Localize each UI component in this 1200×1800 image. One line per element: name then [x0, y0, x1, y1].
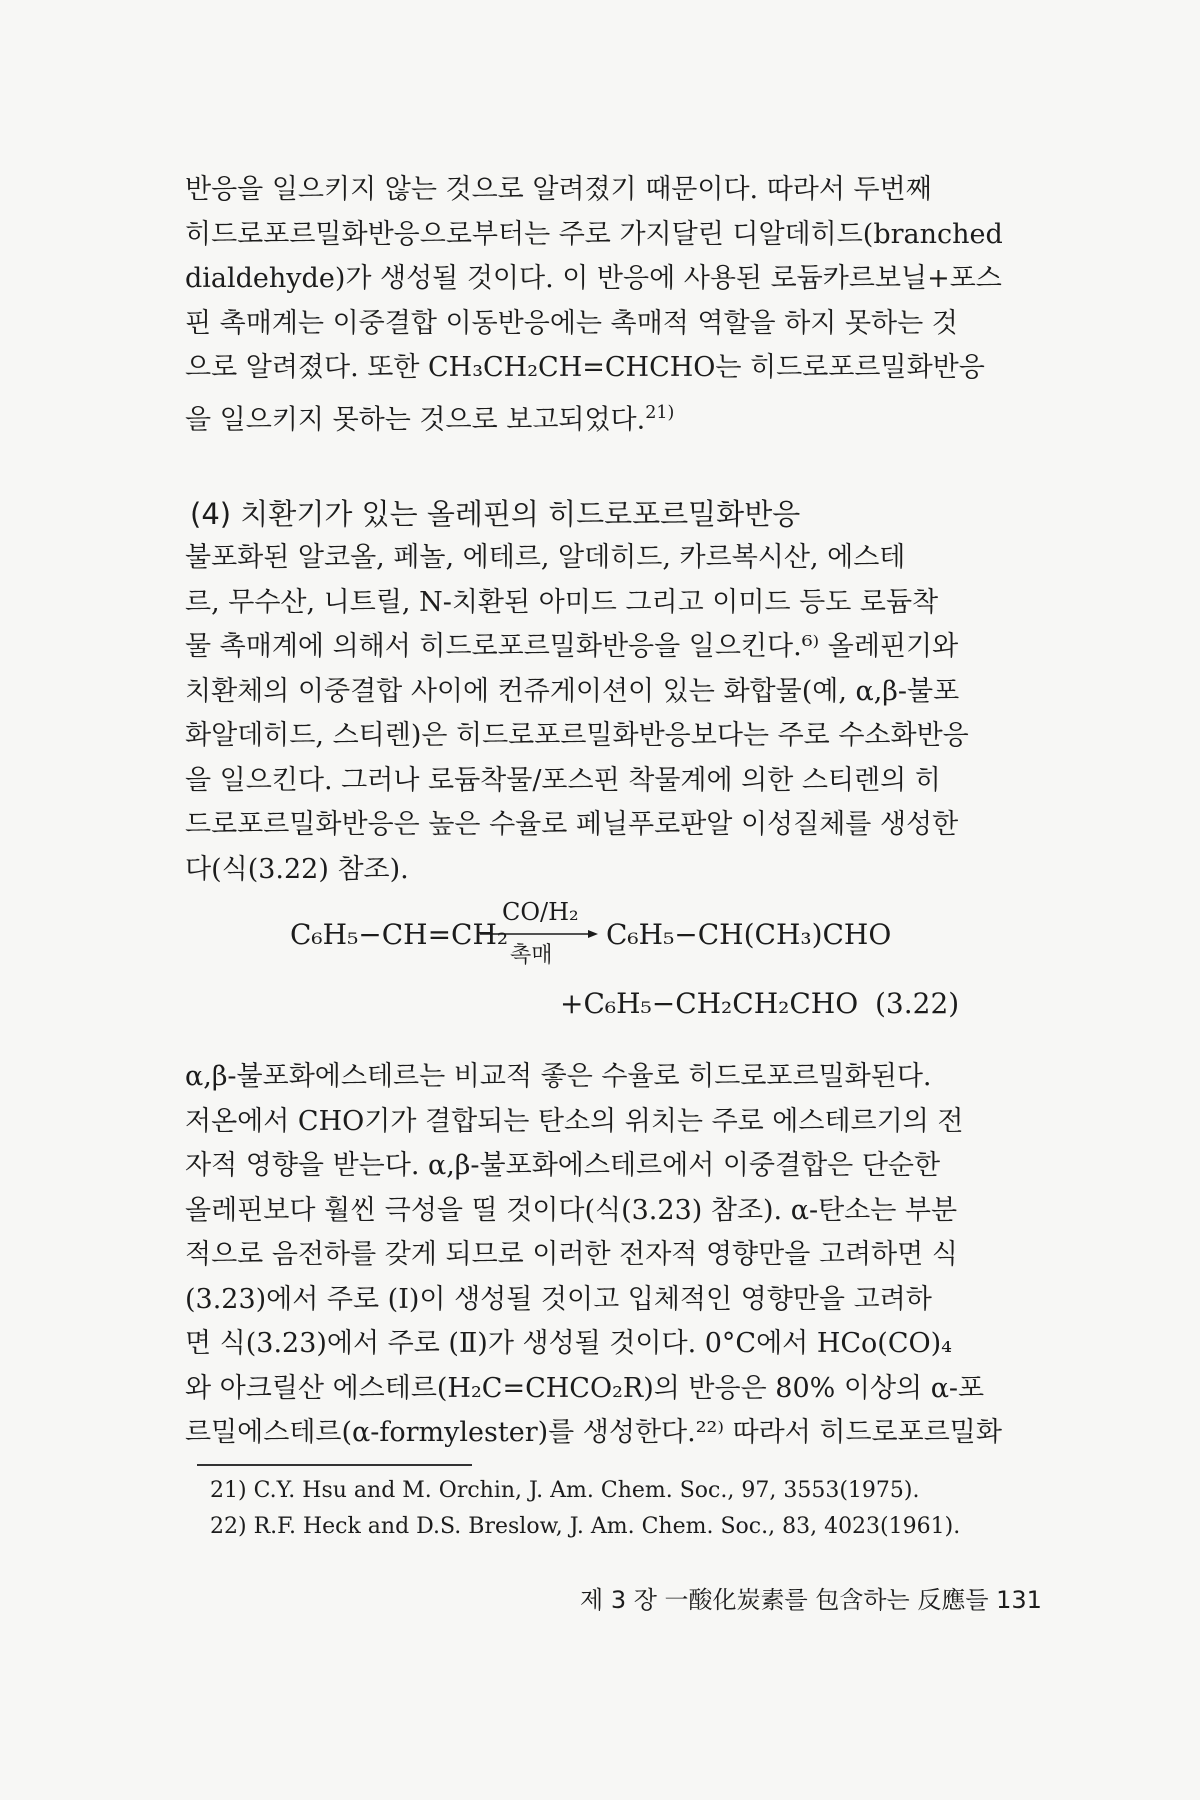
text-line: 화알데히드, 스티렌)은 히드로포르밀화반응보다는 주로 수소화반응	[185, 720, 969, 751]
text-line: 올레핀보다 훨씬 극성을 띨 것이다(식(3.23) 참조). α-탄소는 부분	[185, 1194, 958, 1226]
footnote-22: 22) R.F. Heck and D.S. Breslow, J. Am. Chem. Soc., 83, 4023(1961).	[210, 1514, 961, 1539]
text-line: 반응을 일으키지 않는 것으로 알려졌기 때문이다. 따라서 두번째	[185, 174, 932, 205]
equation-product-1: C₆H₅−CH(CH₃)CHO	[606, 918, 892, 951]
text-line: 히드로포르밀화반응으로부터는 주로 가지달린 디알데히드(branched	[185, 218, 1003, 250]
arrow-bottom-label: 촉매	[510, 943, 553, 968]
arrow-top-label: CO/H₂	[502, 898, 579, 926]
text-line: 다(식(3.22) 참조).	[185, 853, 409, 885]
bottom-paragraph	[185, 1055, 1005, 1456]
text-line: 저온에서 CHO기가 결합되는 탄소의 위치는 주로 에스테르기의 전	[185, 1105, 964, 1137]
equation-reactant: C₆H₅−CH=CH₂	[290, 918, 509, 951]
equation-product-2: +C₆H₅−CH₂CH₂CHO	[560, 987, 859, 1020]
equation-number: (3.22)	[875, 987, 960, 1020]
text-line: (3.23)에서 주로 (Ⅰ)이 생성될 것이고 입체적인 영향만을 고려하	[185, 1283, 932, 1315]
text-line: 물 촉매계에 의해서 히드로포르밀화반응을 일으킨다.⁶⁾ 올레핀기와	[185, 631, 959, 662]
text-line: 면 식(3.23)에서 주로 (Ⅱ)가 생성될 것이다. 0°C에서 HCo(CO)₄	[185, 1328, 952, 1359]
text-line: 을 일으키지 못하는 것으로 보고되었다.	[185, 404, 646, 436]
text-line: 을 일으킨다. 그러나 로듐착물/포스핀 착물계에 의한 스티렌의 히	[185, 764, 941, 796]
footnote-divider	[197, 1464, 472, 1466]
text-line: 드로포르밀화반응은 높은 수율로 페닐푸로판알 이성질체를 생성한	[185, 809, 959, 840]
text-line: α,β-불포화에스테르는 비교적 좋은 수율로 히드로포르밀화된다.	[185, 1061, 932, 1092]
text-line-with-ref	[185, 391, 1005, 443]
reference-marker: 21)	[645, 402, 675, 423]
text-line: 르, 무수산, 니트릴, N-치환된 아미드 그리고 이미드 등도 로듐착	[185, 586, 939, 618]
text-line: 적으로 음전하를 갖게 되므로 이러한 전자적 영향만을 고려하면 식	[185, 1239, 958, 1270]
footnote-21: 21) C.Y. Hsu and M. Orchin, J. Am. Chem. Soc., 97, 3553(1975).	[210, 1478, 920, 1503]
running-footer: 제 3 장 一酸化炭素를 包含하는 反應들 131	[580, 1586, 1042, 1614]
text-line: 으로 알려졌다. 또한 CH₃CH₂CH=CHCHO는 히드로포르밀화반응	[185, 352, 985, 383]
text-line: dialdehyde)가 생성될 것이다. 이 반응에 사용된 로듐카르보닐+포스	[185, 263, 1002, 294]
top-paragraph	[185, 168, 1005, 443]
text-line: 와 아크릴산 에스테르(H₂C=CHCO₂R)의 반응은 80% 이상의 α-포	[185, 1372, 985, 1404]
text-line: 치환체의 이중결합 사이에 컨쥬게이션이 있는 화합물(예, α,β-불포	[185, 675, 960, 707]
section-paragraph	[185, 536, 1005, 892]
text-line: 핀 촉매계는 이중결합 이동반응에는 촉매적 역할을 하지 못하는 것	[185, 307, 958, 339]
reaction-arrow	[480, 898, 598, 968]
text-line: 불포화된 알코올, 페놀, 에테르, 알데히드, 카르복시산, 에스테	[185, 542, 906, 573]
text-line: 르밀에스테르(α-formylester)를 생성한다.²²⁾ 따라서 히드로포르밀화	[185, 1417, 1002, 1448]
text-line: 자적 영향을 받는다. α,β-불포화에스테르에서 이중결합은 단순한	[185, 1150, 941, 1181]
section-heading: (4) 치환기가 있는 올레핀의 히드로포르밀화반응	[190, 497, 801, 531]
